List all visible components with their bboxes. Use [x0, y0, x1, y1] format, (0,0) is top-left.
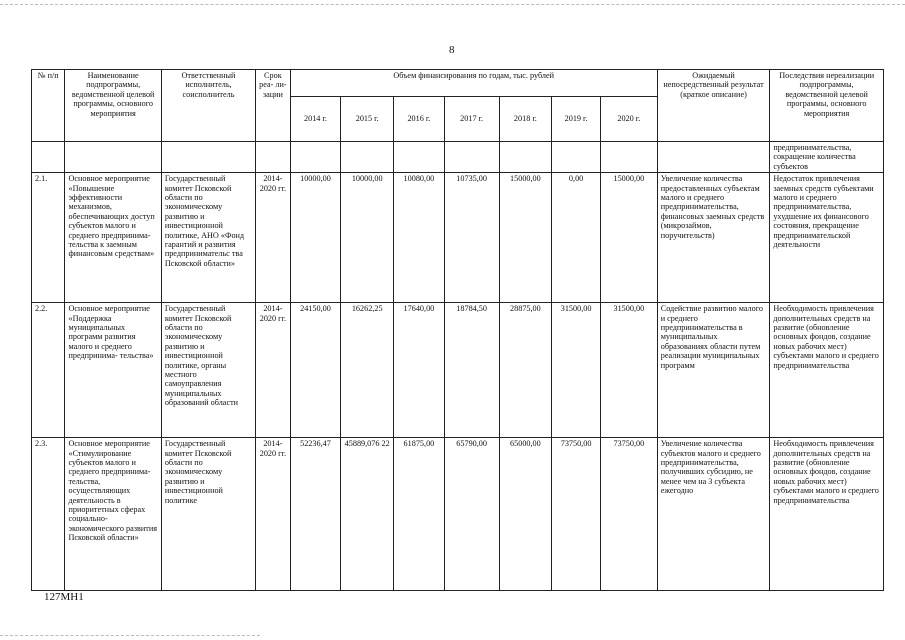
row-term: 2014- 2020 гг. — [256, 173, 290, 303]
header-responsible: Ответственный исполнитель, соисполнитель — [161, 70, 255, 142]
row-value: 10735,00 — [444, 173, 499, 303]
row-name: Основное мероприятие «Повышение эффективности механизмов, обеспечивающих доступ субъектов малого и среднего предпринима- тельства к заемным финансовым средствам» — [65, 173, 161, 303]
header-num: № п/п — [32, 70, 65, 142]
row-value: 10000,00 — [341, 173, 394, 303]
row-consequences: Недостаток привлечения заемных средств субъектами малого и среднего предпринимательства, ухудшение их финансового состояния, прекращение предпринимательской деятельности — [770, 173, 884, 303]
row-value: 28875,00 — [499, 303, 552, 438]
row-value: 73750,00 — [600, 438, 657, 591]
row-value: 65790,00 — [444, 438, 499, 591]
scan-edge-top — [0, 4, 905, 5]
row-result: Увеличение количества субъектов малого и среднего предпринимательства, получивших субсидию, не менее чем на 3 субъекта ежегодно — [657, 438, 770, 591]
table-row — [32, 303, 884, 438]
table-row — [32, 438, 884, 591]
row-responsible: Государственный комитет Псковской области по экономическому развитию и инвестиционной политике, АНО «Фонд гарантий и развития предпринимательс тва Псковской области» — [161, 173, 255, 303]
row-num: 2.2. — [32, 303, 65, 438]
row-value: 52236,47 — [290, 438, 341, 591]
row-consequences: Необходимость привлечения дополнительных средств на развитие (обновление основных фондов, создание новых рабочих мест) субъектами малого и среднего предпринимательства — [770, 303, 884, 438]
row-value: 10080,00 — [394, 173, 445, 303]
table-row — [32, 173, 884, 303]
row-value: 61875,00 — [394, 438, 445, 591]
row-num: 2.1. — [32, 173, 65, 303]
header-year: 2016 г. — [394, 97, 445, 142]
header-row-top — [32, 70, 884, 97]
header-consequences: Последствия нереализации подпрограммы, ведомственной целевой программы, основного мероприятия — [770, 70, 884, 142]
row-value: 31500,00 — [600, 303, 657, 438]
page-number: 8 — [449, 44, 455, 56]
carryover-row — [32, 142, 884, 173]
row-result: Содействие развитию малого и среднего предпринимательства в муниципальных образованиях области путем реализации муниципальных программ — [657, 303, 770, 438]
row-value: 73750,00 — [552, 438, 601, 591]
row-value: 16262,25 — [341, 303, 394, 438]
header-year: 2015 г. — [341, 97, 394, 142]
row-value: 18784,50 — [444, 303, 499, 438]
header-year: 2020 г. — [600, 97, 657, 142]
carryover-consequences: предпринимательства, сокращение количества субъектов — [770, 142, 884, 173]
header-year: 2014 г. — [290, 97, 341, 142]
header-term: Срок реа- ли- зации — [256, 70, 290, 142]
header-result: Ожидаемый непосредственный результат (краткое описание) — [657, 70, 770, 142]
header-name: Наименование подпрограммы, ведомственной целевой программы, основного мероприятия — [65, 70, 161, 142]
row-value: 31500,00 — [552, 303, 601, 438]
row-num: 2.3. — [32, 438, 65, 591]
header-year: 2018 г. — [499, 97, 552, 142]
row-value: 17640,00 — [394, 303, 445, 438]
header-year: 2017 г. — [444, 97, 499, 142]
row-term: 2014- 2020 гг. — [256, 438, 290, 591]
row-value: 65000,00 — [499, 438, 552, 591]
row-value: 0,00 — [552, 173, 601, 303]
row-value: 15000,00 — [600, 173, 657, 303]
row-responsible: Государственный комитет Псковской области по экономическому развитию и инвестиционной политике, органы местного самоуправления муниципальных образований области — [161, 303, 255, 438]
scan-edge-bottom — [0, 635, 260, 636]
row-name: Основное мероприятие «Поддержка муниципальных программ развития малого и среднего предпринима- тельства» — [65, 303, 161, 438]
row-responsible: Государственный комитет Псковской области по экономическому развитию и инвестиционной политике — [161, 438, 255, 591]
row-name: Основное мероприятие «Стимулирование субъектов малого и среднего предпринима- тельства, осуществляющих деятельность в приоритетных сферах социально- экономического развития Псковской области» — [65, 438, 161, 591]
row-term: 2014- 2020 гг. — [256, 303, 290, 438]
row-value: 10000,00 — [290, 173, 341, 303]
document-code: 127МН1 — [44, 591, 84, 603]
row-value: 45889,076 22 — [341, 438, 394, 591]
row-value: 15000,00 — [499, 173, 552, 303]
header-financing: Объем финансирования по годам, тыс. рублей — [290, 70, 657, 97]
row-value: 24150,00 — [290, 303, 341, 438]
financing-table — [31, 69, 884, 591]
row-result: Увеличение количества предоставленных субъектам малого и среднего предпринимательства, финансовых заемных средств (микрозаймов, поручительств) — [657, 173, 770, 303]
row-consequences: Необходимость привлечения дополнительных средств на развитие (обновление основных фондов, создание новых рабочих мест) субъектами малого и среднего предпринимательства — [770, 438, 884, 591]
header-year: 2019 г. — [552, 97, 601, 142]
